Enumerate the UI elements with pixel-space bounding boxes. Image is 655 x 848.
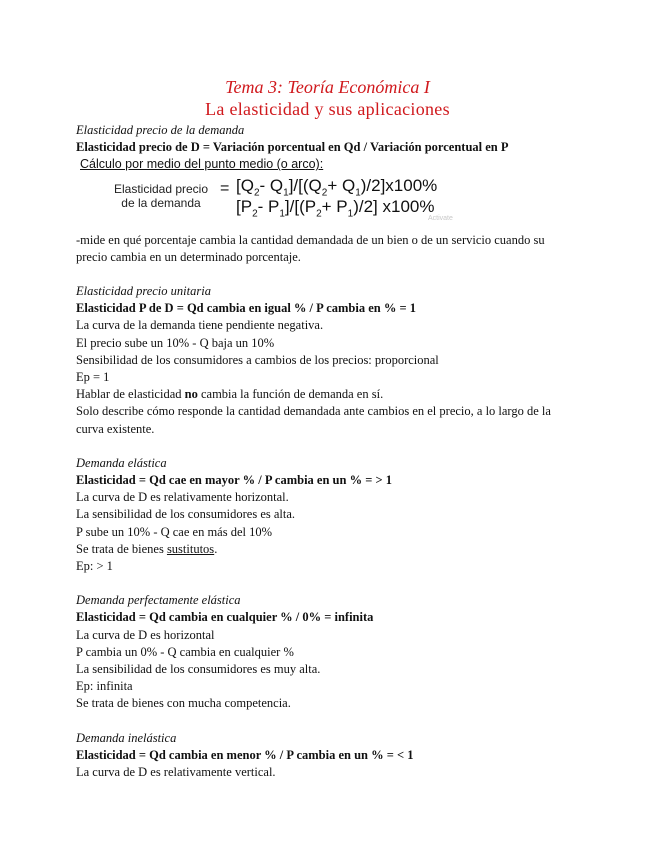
text-line: Se trata de bienes con mucha competencia. (76, 696, 291, 711)
text-line-hablar: Hablar de elasticidad no cambia la función de demanda en sí. (76, 387, 384, 402)
text-line: La curva de la demanda tiene pendiente negativa. (76, 318, 324, 333)
formula-label (106, 182, 216, 210)
watermark-text: Activate (428, 214, 453, 222)
text-line: Ep: > 1 (76, 559, 113, 574)
section-heading-inelastica: Demanda inelástica (76, 730, 177, 745)
text-line: curva existente. (76, 421, 155, 436)
formula-denominator: [$P_2-$ $P_1]/[(P_2+ P_1)/2]$ x100% (236, 196, 435, 219)
text-line: La curva de D es relativamente vertical. (76, 765, 276, 780)
section-heading-elasticidad-precio: Elasticidad precio de la demanda (76, 123, 245, 137)
text-line-bienes: Se trata de bienes sustitutos. (76, 541, 218, 556)
formula-label-line2: de la demanda (121, 195, 201, 210)
section-heading-perfectamente-elastica: Demanda perfectamente elástica (76, 593, 241, 608)
calc-note-text: Cálculo por medio del punto medio (o arco): (80, 157, 324, 172)
desc-line: precio cambia en un determinado porcentaje. (76, 249, 301, 264)
definition-unitaria: Elasticidad P de D = Qd cambia en igual % / P cambia en % = 1 (76, 301, 416, 316)
formula-numerator: [$Q_2-$ $Q_1]/[(Q_2+ Q_1)/2]x100\%$ (236, 175, 438, 198)
text-line: La curva de D es relativamente horizontal. (76, 490, 289, 505)
text-line: P sube un 10% - Q cae en más del 10% (76, 524, 273, 539)
definition-elastica: Elasticidad = Qd cae en mayor % / P cambia en un % = > 1 (76, 473, 392, 488)
text-line: Ep = 1 (76, 370, 110, 385)
document-subtitle: La elasticidad y sus aplicaciones (205, 99, 450, 119)
text-line: Solo describe cómo responde la cantidad demandada ante cambios en el precio, a lo largo de la (76, 404, 551, 419)
text-line: La sensibilidad de los consumidores es alta. (76, 507, 296, 522)
text-line: Ep: infinita (76, 679, 133, 694)
definition-elasticidad-precio: Elasticidad precio de D = Variación porcentual en Qd / Variación porcentual en P (76, 140, 509, 155)
section-heading-elastica: Demanda elástica (76, 455, 167, 470)
document-title: Tema 3: Teoría Económica I (225, 77, 430, 97)
text-line: La curva de D es horizontal (76, 627, 215, 642)
text-line: Sensibilidad de los consumidores a cambios de los precios: proporcional (76, 352, 439, 367)
text-line: El precio sube un 10% - Q baja un 10% (76, 335, 275, 350)
definition-perfectamente-elastica: Elasticidad = Qd cambia en cualquier % / 0% = infinita (76, 610, 374, 625)
section-heading-unitaria: Elasticidad precio unitaria (76, 284, 211, 299)
document-body (76, 122, 576, 781)
desc-line: -mide en qué porcentaje cambia la cantidad demandada de un bien o de un servicio cuando su (76, 232, 545, 247)
midpoint-formula (76, 176, 576, 232)
calc-note (76, 156, 576, 173)
text-line: P cambia un 0% - Q cambia en cualquier % (76, 644, 294, 659)
definition-inelastica: Elasticidad = Qd cambia en menor % / P cambia en un % = < 1 (76, 747, 414, 762)
text-line: La sensibilidad de los consumidores es muy alta. (76, 662, 321, 677)
formula-label-line1: Elasticidad precio (113, 181, 209, 196)
formula-equals: = (220, 179, 230, 197)
